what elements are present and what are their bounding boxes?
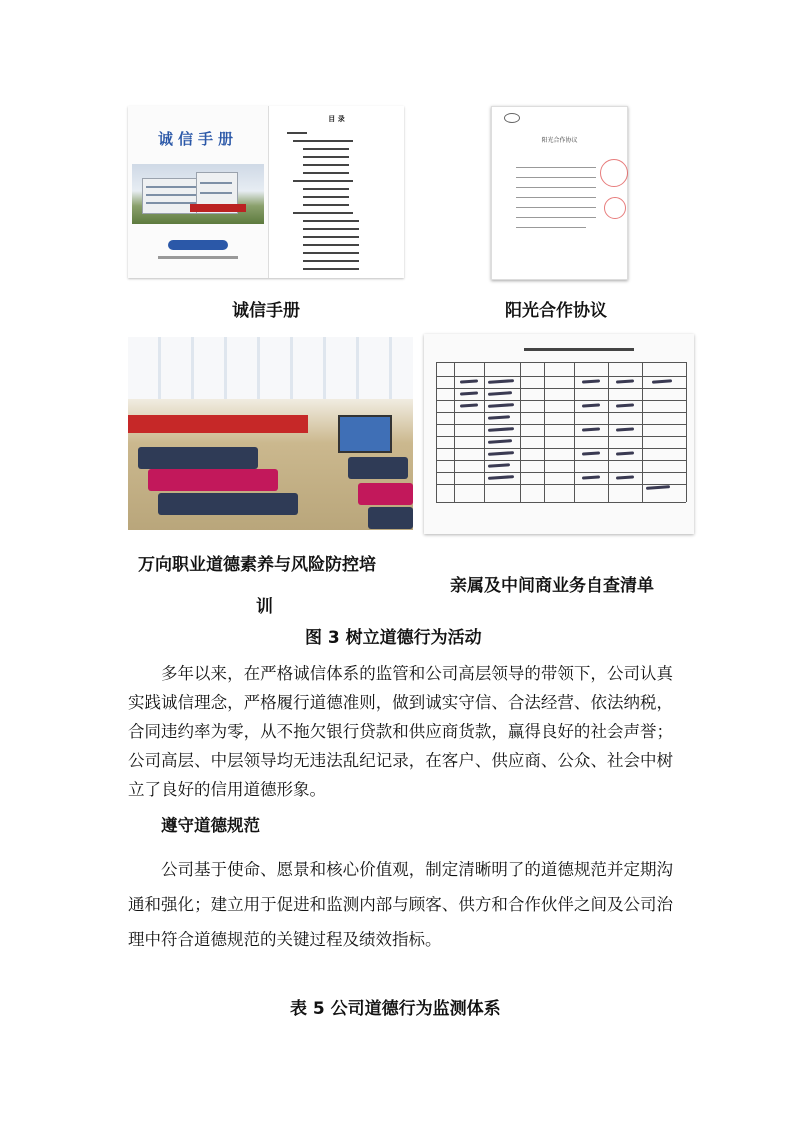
- checklist-caption: 亲属及中间商业务自查清单: [450, 576, 654, 596]
- integrity-handbook-image: [128, 106, 404, 278]
- body-paragraph-1: 多年以来，在严格诚信体系的监管和公司高层领导的带领下，公司认真实践诚信理念，严格履行道德准则，做到诚实守信、合法经营、依法纳税，合同违约率为零，从不拖欠银行贷款和供应商货款，赢得良好的社会声誉；公司高层、中层领导均无违法乱纪记录，在客户、供应商、公众、社会中树立了良好的信用道德形象。: [128, 664, 673, 799]
- building-photo: [132, 164, 264, 224]
- cooperation-agreement-image: [491, 106, 628, 280]
- agreement-doc-title: 阳光合作协议: [541, 137, 578, 144]
- handbook-toc-page: [269, 106, 404, 278]
- agreement-logo: [504, 113, 520, 123]
- training-caption-line2: 训: [256, 597, 273, 617]
- agreement-caption: 阳光合作协议: [505, 301, 607, 321]
- cover-footer-mark: [158, 256, 238, 259]
- red-seal: [604, 197, 626, 219]
- company-logo: [168, 240, 228, 250]
- figure-title: 图 3 树立道德行为活动: [305, 628, 482, 648]
- training-meeting-photo: [128, 337, 413, 530]
- table-title: 表 5 公司道德行为监测体系: [290, 999, 501, 1019]
- self-check-list-image: [424, 334, 694, 534]
- red-seal: [600, 159, 628, 187]
- handbook-cover-title: 诚信手册: [157, 130, 238, 148]
- handbook-caption: 诚信手册: [232, 301, 300, 321]
- body-paragraph-2: 公司基于使命、愿景和核心价值观，制定清晰明了的道德规范并定期沟通和强化；建立用于促进和监测内部与顾客、供方和合作伙伴之间及公司治理中符合道德规范的关键过程及绩效指标。: [128, 860, 673, 949]
- section-heading: 遵守道德规范: [161, 816, 260, 835]
- toc-title: 目 录: [328, 114, 345, 123]
- training-caption-line1: 万向职业道德素养与风险防控培: [138, 555, 376, 575]
- handbook-cover: [128, 106, 269, 278]
